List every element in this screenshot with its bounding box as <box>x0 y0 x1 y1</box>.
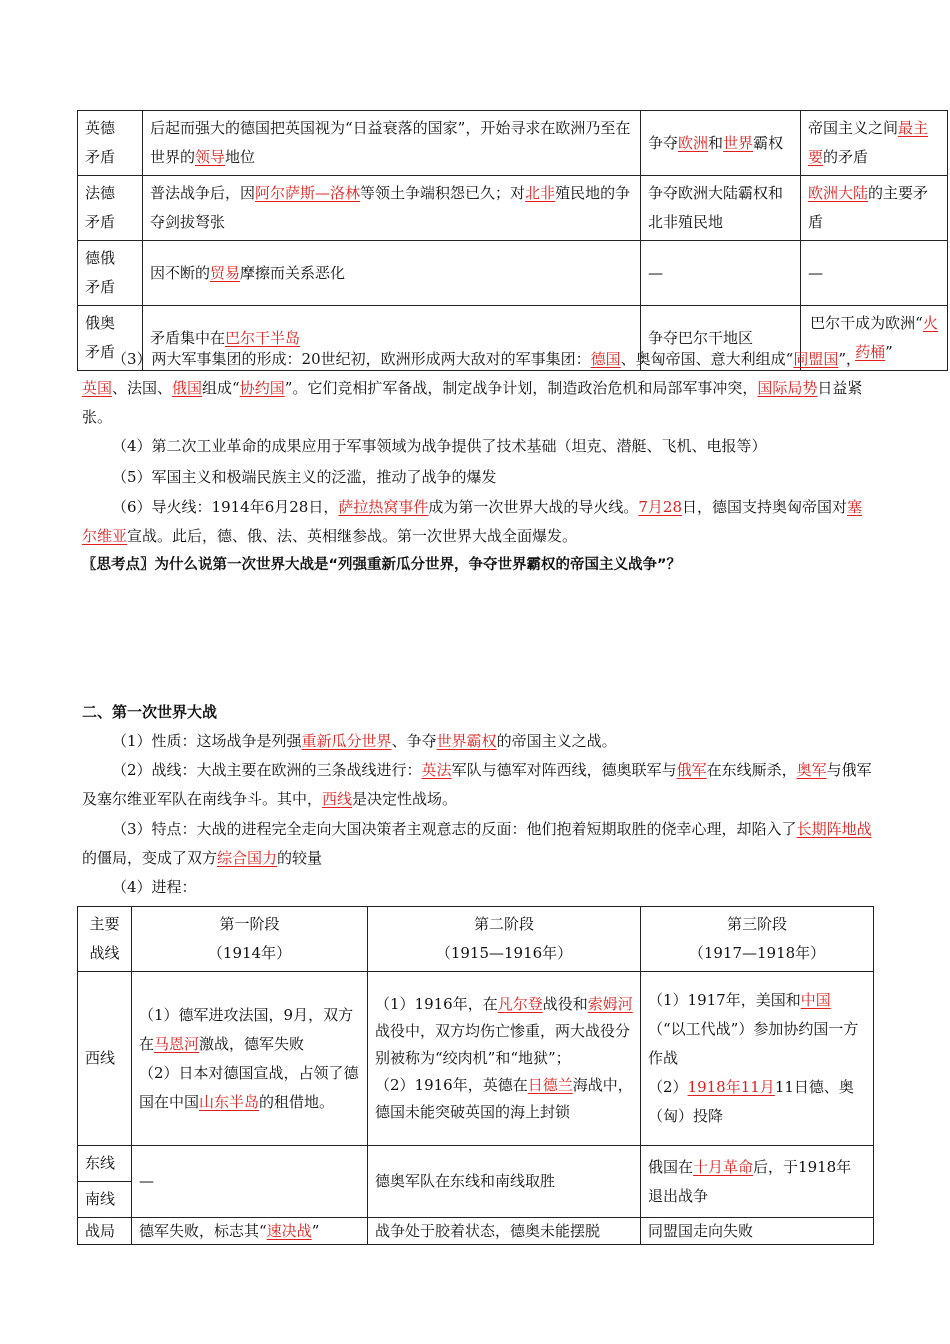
text-segment: 霸权 <box>753 133 784 152</box>
text-segment: 和 <box>708 133 724 152</box>
text-segment: 等领土争端积怨已久；对 <box>360 184 526 202</box>
text-segment: （2）战线：大战主要在欧洲的三条战线进行： <box>112 761 422 779</box>
key-term: 世界霸权 <box>436 732 497 750</box>
outcome-stage2-cell: 战争处于胶着状态，德奥未能摆脱 <box>368 1218 641 1245</box>
key-term: 协约国 <box>239 379 285 397</box>
text-segment: ” <box>885 343 893 361</box>
text-segment: （6）导火线：1914年6月28日， <box>112 498 339 516</box>
text-segment: 德军失败，标志其“ <box>139 1222 267 1240</box>
text-segment: （1）德军进攻法国，9月，双方在 <box>139 1005 354 1053</box>
text-segment: 是决定性战场。 <box>352 790 458 808</box>
stage-header: 第三阶段 （1917—1918年） <box>641 907 874 972</box>
text-segment: 11日德、奥（匈）投降 <box>648 1078 854 1125</box>
front-header: 主要 战线 <box>78 907 132 972</box>
front-label: 战局 <box>78 1218 132 1245</box>
text-segment: 争夺 <box>648 133 679 152</box>
key-term: 英国 <box>82 379 113 397</box>
conflict-focus-cell <box>641 176 801 241</box>
text-segment: 、争夺 <box>391 732 437 750</box>
text-segment: 的僵局，变成了双方 <box>82 849 218 867</box>
front-label: 西线 <box>78 972 132 1146</box>
conflict-nature-cell <box>801 176 948 241</box>
text-segment: 俄国在 <box>648 1157 694 1176</box>
paragraph-features <box>82 815 874 873</box>
key-term: 俄国 <box>172 379 203 397</box>
text-segment: 的帝国主义之战。 <box>496 732 617 750</box>
table-row <box>78 111 948 176</box>
text-segment: 矛盾集中在 <box>150 328 226 347</box>
paragraph-fuse <box>82 493 874 551</box>
text-segment: 普法战争后，因 <box>150 184 256 202</box>
text-segment: （1）1917年，美国和 <box>648 991 801 1009</box>
conflict-focus-cell <box>641 111 801 176</box>
text-segment: ”， <box>838 350 862 368</box>
key-term: 马恩河 <box>154 1034 200 1053</box>
text-segment: 地位 <box>225 148 256 166</box>
text-segment: 的较量 <box>277 849 323 867</box>
table-row <box>78 972 874 1146</box>
key-term: 领导 <box>195 148 226 166</box>
text-segment: （3）两大军事集团的形成：20世纪初，欧洲形成两大敌对的军事集团： <box>112 350 591 368</box>
text-segment: — <box>648 263 663 282</box>
conflict-cause-cell <box>143 176 641 241</box>
text-segment: （3）特点：大战的进程完全走向大国决策者主观意志的反面：他们抱着短期取胜的侥幸心理，却陷入了 <box>112 820 797 838</box>
conflict-cause-cell <box>143 241 641 306</box>
table-row <box>78 1146 874 1182</box>
eastsouth-stage2-cell: 德奥军队在东线和南线取胜 <box>368 1146 641 1218</box>
front-label: 南线 <box>78 1182 132 1218</box>
text-segment: — <box>808 263 823 282</box>
text-segment: （1）1916年，在 <box>375 995 498 1013</box>
key-term: 国际局势 <box>757 379 818 397</box>
key-term: 日德兰 <box>527 1076 573 1094</box>
key-term: 山东半岛 <box>199 1092 260 1111</box>
text-segment: 因不断的 <box>150 263 211 282</box>
text-segment: （“以工代战”）参加协约国一方作战 <box>648 1020 859 1067</box>
key-term: 十月革命 <box>693 1157 754 1176</box>
table-row <box>78 176 948 241</box>
text-segment: 战役和 <box>542 995 588 1013</box>
key-term: 重新瓜分世界 <box>301 732 392 750</box>
key-term: 欧洲 <box>678 133 709 152</box>
key-term: 贸易 <box>210 263 241 282</box>
conflict-name-cell: 德俄 矛盾 <box>78 241 143 306</box>
text-segment: 殖民地的争夺剑拔弩张 <box>150 184 631 231</box>
paragraph-industrial-revolution: （4）第二次工业革命的成果应用于军事领域为战争提供了技术基础（坦克、潜艇、飞机、电报等） <box>112 437 767 455</box>
text-segment: ” <box>311 1222 320 1240</box>
west-stage1-cell <box>132 972 368 1146</box>
conflict-name-cell: 英德 矛盾 <box>78 111 143 176</box>
key-term: 俄军 <box>676 761 707 779</box>
section-heading: 二、第一次世界大战 <box>82 703 218 721</box>
text-segment: （2）日本对德国宣战，占领了德国在中国 <box>139 1063 359 1111</box>
conflict-name-cell: 俄奥 矛盾 <box>78 306 143 371</box>
text-segment: （1）性质：这场战争是列强 <box>112 732 302 750</box>
text-segment: 组成“ <box>202 379 240 397</box>
text-segment: 摩擦而关系恶化 <box>240 263 346 282</box>
key-term: 巴尔干半岛 <box>225 328 301 347</box>
key-term: 中国 <box>800 991 831 1009</box>
key-term: 7月28 <box>638 498 683 516</box>
conflict-focus-cell <box>641 241 801 306</box>
text-segment: 战役中，双方均伤亡惨重，两大战役分别被称为“绞肉机”和“地狱”； <box>375 1022 631 1067</box>
think-point: 〖思考点〗为什么说第一次世界大战是“列强重新瓜分世界，争夺世界霸权的帝国主义战争”？ <box>82 557 682 573</box>
conflict-nature-cell <box>801 241 948 306</box>
key-term: 萨拉热窝事件 <box>338 498 429 516</box>
key-term: 欧洲大陆 <box>808 184 869 202</box>
conflict-name-cell: 法德 矛盾 <box>78 176 143 241</box>
key-term: 奥军 <box>796 761 827 779</box>
text-segment: 宣战。此后，德、俄、法、英相继参战。第一次世界大战全面爆发。 <box>127 527 578 545</box>
table-row <box>78 1218 874 1245</box>
war-process-table <box>77 906 874 1245</box>
text-segment: 激战，德军失败 <box>199 1034 305 1053</box>
paragraph-militarism: （5）军国主义和极端民族主义的泛滥，推动了战争的爆发 <box>112 468 497 486</box>
text-segment: 、奥匈帝国、意大利组成“ <box>620 350 794 368</box>
outcome-stage3-cell: 同盟国走向失败 <box>641 1218 874 1245</box>
key-term: 火药桶 <box>855 314 938 361</box>
text-segment: ”。它们竞相扩军备战，制定战争计划，制造政治危机和局部军事冲突， <box>284 379 758 397</box>
text-segment: （2）1916年，英德在 <box>375 1076 528 1094</box>
key-term: 1918年11月 <box>687 1078 775 1096</box>
text-segment: 军队与德军对阵西线，德奥联军与 <box>451 761 677 779</box>
key-term: 同盟国 <box>793 350 839 368</box>
stage-header: 第一阶段 （1914年） <box>132 907 368 972</box>
paragraph-military-blocs <box>82 345 874 432</box>
key-term: 阿尔萨斯—洛林 <box>255 184 361 202</box>
outcome-stage1-cell <box>132 1218 368 1245</box>
stage-header: 第二阶段 （1915—1916年） <box>368 907 641 972</box>
text-segment: 日益紧张。 <box>82 379 863 426</box>
key-term: 英法 <box>421 761 452 779</box>
text-segment: 争夺巴尔干地区 <box>648 328 754 347</box>
key-term: 西线 <box>322 790 353 808</box>
contradictions-table <box>77 110 948 371</box>
text-segment: 在东线厮杀， <box>706 761 797 779</box>
front-label: 东线 <box>78 1146 132 1182</box>
conflict-cause-cell <box>143 111 641 176</box>
text-segment: 日，德国支持奥匈帝国对 <box>682 498 848 516</box>
text-segment: 与俄军及塞尔维亚军队在南线争斗。其中， <box>82 761 872 808</box>
key-term: 北非 <box>525 184 556 202</box>
text-segment: 帝国主义之间 <box>808 119 899 137</box>
key-term: 速决战 <box>266 1222 312 1240</box>
key-term: 综合国力 <box>217 849 278 867</box>
key-term: 德国 <box>590 350 621 368</box>
text-segment: 的租借地。 <box>259 1092 335 1111</box>
key-term: 长期阵地战 <box>796 820 872 838</box>
eastsouth-stage1-cell: — <box>132 1146 368 1218</box>
conflict-nature-cell <box>801 111 948 176</box>
text-segment: 争夺欧洲大陆霸权和北非殖民地 <box>648 184 784 231</box>
text-segment: 巴尔干成为欧洲“ <box>810 314 923 332</box>
table-row <box>78 241 948 306</box>
west-stage3-cell <box>641 972 874 1146</box>
text-segment: 后，于1918年退出战争 <box>648 1157 852 1205</box>
text-segment: 海战中，德国未能突破英国的海上封锁 <box>375 1076 633 1121</box>
key-term: 塞尔维亚 <box>82 498 863 545</box>
west-stage2-cell <box>368 972 641 1146</box>
paragraph-fronts <box>82 756 874 814</box>
key-term: 最主要 <box>808 119 929 166</box>
key-term: 索姆河 <box>587 995 633 1013</box>
paragraph-process: （4）进程： <box>112 878 197 896</box>
text-segment: （2） <box>648 1078 688 1096</box>
paragraph-nature <box>82 727 874 756</box>
text-segment: 后起而强大的德国把英国视为“日益衰落的国家”，开始寻求在欧洲乃至在世界的 <box>150 119 631 166</box>
eastsouth-stage3-cell <box>641 1146 874 1218</box>
table-header-row <box>78 907 874 972</box>
key-term: 世界 <box>723 133 754 152</box>
text-segment: 的主要矛盾 <box>808 184 929 231</box>
text-segment: 成为第一次世界大战的导火线。 <box>428 498 639 516</box>
key-term: 凡尔登 <box>497 995 543 1013</box>
text-segment: 、法国、 <box>112 379 173 397</box>
text-segment: 的矛盾 <box>823 148 869 166</box>
